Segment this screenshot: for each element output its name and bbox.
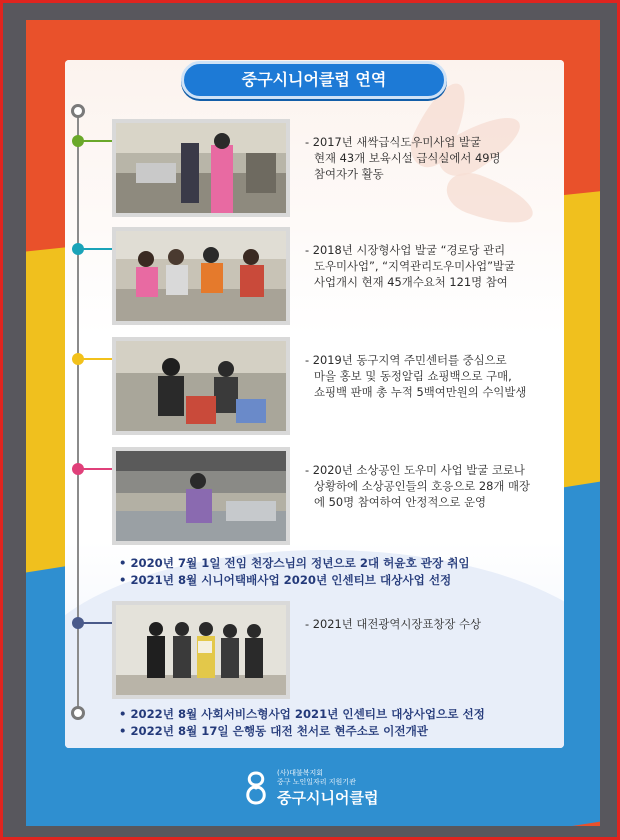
entry-line: - 2017년 새싹급식도우미사업 발굴 bbox=[305, 135, 482, 149]
entry-text-2019 bbox=[305, 352, 550, 400]
kitchen-photo-2017 bbox=[112, 119, 290, 217]
entry-line: - 2020년 소상공인 도우미 사업 발굴 코로나 bbox=[305, 463, 525, 477]
entry-text-2020 bbox=[305, 462, 550, 510]
entry-line: - 2021년 대전광역시장표창장 수상 bbox=[305, 617, 482, 631]
entry-line: 참여자가 활동 bbox=[314, 167, 384, 181]
entry-text-2018 bbox=[305, 242, 550, 290]
entry-line: 사업개시 현재 45개수요처 121명 참여 bbox=[314, 275, 508, 289]
note-line: • 2020년 7월 1일 전임 천장스님의 정년으로 2대 허윤호 관장 취임 bbox=[119, 556, 470, 570]
entry-line: 현재 43개 보육시설 급식실에서 49명 bbox=[314, 151, 501, 165]
shopping-bag-photo-2019 bbox=[112, 337, 290, 435]
timeline-dot bbox=[72, 243, 84, 255]
shop-kitchen-photo-2020 bbox=[112, 447, 290, 545]
entry-text-2021 bbox=[305, 616, 550, 632]
note-line: • 2021년 8월 시니어택배사업 2020년 인센티브 대상사업 선정 bbox=[119, 573, 452, 587]
notes-2022 bbox=[119, 706, 485, 740]
entry-line: 에 50명 참여하여 안정적으로 운영 bbox=[314, 495, 487, 509]
footer-logo-block bbox=[241, 767, 401, 811]
entry-line: 마을 홍보 및 동정알림 쇼핑백으로 구매, bbox=[314, 369, 512, 383]
note-line: • 2022년 8월 17일 은행동 대전 천서로 현주소로 이전개관 bbox=[119, 724, 428, 738]
entry-line: 도우미사업”, “지역관리도우미사업”발굴 bbox=[314, 259, 515, 273]
timeline-end-ring bbox=[71, 706, 85, 720]
timeline-dot bbox=[72, 617, 84, 629]
timeline-dot bbox=[72, 353, 84, 365]
footer-name: 중구시니어클럽 bbox=[277, 789, 379, 807]
footer-org-text bbox=[277, 769, 356, 787]
timeline-dot bbox=[72, 135, 84, 147]
entry-line: 쇼핑백 판매 총 누적 5백여만원의 수익발생 bbox=[314, 385, 527, 399]
timeline-dot bbox=[72, 463, 84, 475]
timeline-start-ring bbox=[71, 104, 85, 118]
club-logo-icon bbox=[241, 769, 271, 807]
entry-text-2017 bbox=[305, 134, 550, 182]
notes-2020-2021 bbox=[119, 555, 470, 589]
page-title: 중구시니어클럽 연역 bbox=[181, 61, 447, 99]
entry-line: - 2018년 시장형사업 발굴 “경로당 관리 bbox=[305, 243, 506, 257]
note-line: • 2022년 8월 사회서비스형사업 2021년 인센티브 대상사업으로 선정 bbox=[119, 707, 485, 721]
award-group-photo-2021 bbox=[112, 601, 290, 699]
footer-org-line1: (사)대불복지회 bbox=[277, 769, 324, 777]
senior-center-photo-2018 bbox=[112, 227, 290, 325]
entry-line: 상황하에 소상공인들의 호응으로 28개 매장 bbox=[314, 479, 531, 493]
entry-line: - 2019년 동구지역 주민센터를 중심으로 bbox=[305, 353, 507, 367]
footer-org-line2: 중구 노인일자리 지원기관 bbox=[277, 778, 356, 786]
